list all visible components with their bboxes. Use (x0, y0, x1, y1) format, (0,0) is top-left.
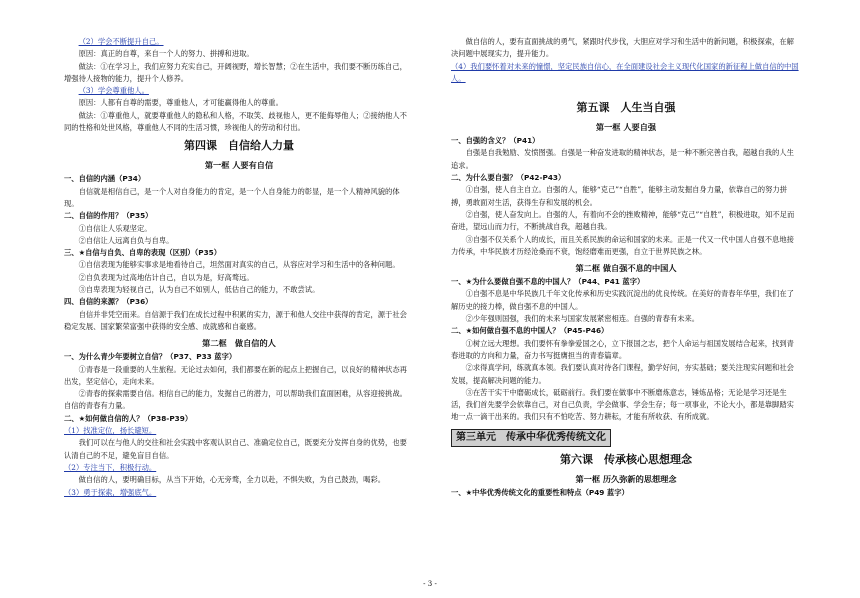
paragraph: 自信并非凭空而来。自信源于我们在成长过程中积累的实力，源于和他人交往中获得的肯定，源于社会稳定发展、国家繁荣富强中获得的安全感、成就感和自豪感。 (64, 309, 407, 331)
unit-title: 第三单元 传承中华优秀传统文化 (451, 429, 611, 447)
paragraph: ③自卑表现为轻视自己，认为自己不如别人，低估自己的能力，不敢尝试。 (78, 285, 320, 295)
paragraph: 做自信的人，要明确目标，从当下开始，心无旁骛，全力以赴，不惧失败，为自己鼓劲，喝彩。 (78, 475, 386, 485)
paragraph: ②自负表现为过高地估计自己，自以为是，好高骛远。 (78, 272, 254, 282)
page-number: - 3 - (423, 580, 437, 588)
paragraph: ②少年强则国强，我们的未来与国家发展紧密相连。自强的青春有未来。 (465, 314, 700, 324)
question-heading: 一、为什么青少年要树立自信？（P37、P33 蓝字） (64, 352, 237, 362)
paragraph: ①自信表现为能够实事求是地看待自己，坦然面对真实的自己，从容应对学习和生活中的各种问题。 (78, 260, 400, 270)
paragraph: ①自强不息是中华民族几千年文化传承和历史实践沉淀出的优良传统。在美好的青春年华里，我们在了解历史的接力棒，做自强不息的中国人。 (451, 289, 794, 311)
paragraph: ①树立远大理想。我们要怀有拳拳爱国之心，立下报国之志，把个人命运与祖国发展结合起来，找到青春进取的方向和力量，奋力书写挺膺担当的青春篇章。 (451, 338, 794, 360)
item-heading: （3）学会尊重他人。 (78, 86, 149, 96)
question-heading: 二、自信的作用？（P35） (64, 211, 153, 221)
paragraph: ②自强，使人奋发向上。自强的人，有着向不会的挫败精神，能够“克己”“自胜”，积极进取，知不足而奋进，望远山而力行，不断挑战自我，超越自我。 (451, 209, 795, 232)
right-column (451, 36, 801, 499)
item-heading: （4）我们要怀着对未来的憧憬，坚定民族自信心，在全面建设社会主义现代化国家的新征程上做自信的中国人。 (451, 61, 799, 83)
section-title: 第二框 做自信的人 (202, 338, 276, 349)
paragraph: 做自信的人，要有直面挑战的勇气，紧跟时代步伐，大胆应对学习和生活中的新问题，积极探索，在解决问题中展现实力，提升能力。 (451, 37, 794, 59)
paragraph: ①自强，使人自主自立。自强的人，能够“克己”“自胜”，能够主动发掘自身力量，依靠自己的努力拼搏，勇敢面对生活，获得生存和发展的机会。 (451, 185, 787, 207)
question-heading: 三、★自信与自负、自卑的表现（区别）（P35） (64, 248, 222, 258)
section-title: 第一框 人要有自信 (204, 160, 274, 171)
item-heading: （2）学会不断提升自己。 (78, 37, 164, 46)
section-title: 第一框 历久弥新的思想理念 (575, 473, 677, 484)
paragraph: 自信就是相信自己，是一个人对自身能力的肯定，是一个人自身能力的彰显，是一个人精神风貌的体现。 (64, 186, 400, 208)
paragraph: ②自信让人远离自负与自卑。 (78, 235, 174, 245)
item-heading: （3）勇于探索，增强底气。 (64, 487, 157, 497)
paragraph: ①自信让人乐观坚定。 (78, 223, 152, 233)
paragraph: ②求得真学问，练就真本领。我们要认真对待各门课程，勤学好问，夯实基础；要关注现实问题和社会发展，提高解决问题的能力。 (451, 363, 794, 385)
question-heading: 一、自强的含义？（P41） (451, 136, 540, 146)
question-heading: 二、★如何做自信的人？（P38-P39） (64, 413, 193, 423)
paragraph: 做法：①在学习上，我们应努力充实自己，开阔视野，增长智慧；②在生活中，我们要不断历练自己，增强待人接物的能力，提升个人修养。 (64, 61, 407, 83)
item-heading: （2）专注当下，积极行动。 (64, 462, 157, 472)
paragraph: 我们可以在与他人的交往和社会实践中客观认识自己、准确定位自己，既要充分发挥自身的优势，也要认清自己的不足，避免盲目自信。 (64, 438, 407, 460)
lesson-title: 第六课 传承核心思想理念 (560, 452, 692, 466)
paragraph: ①青春是一段重要的人生旅程。无论过去如何，我们都要在新的起点上把握自己，以良好的精神状态再出发，坚定信心，走向未来。 (64, 364, 407, 386)
lesson-title: 第四课 自信给人力量 (184, 139, 294, 153)
left-column (64, 36, 414, 499)
paragraph: ③自强不仅关系个人的成长，而且关系民族的命运和国家的未来。正是一代又一代中国人自强不息地接力传承，中华民族才历经沧桑而不衰，饱经磨难而更强，自立于世界民族之林。 (451, 234, 794, 256)
paragraph: 原因：人都有自尊的需要，尊重他人，才可能赢得他人的尊重。 (78, 98, 283, 108)
question-heading: 一、★中华优秀传统文化的重要性和特点（P49 蓝字） (451, 487, 629, 497)
paragraph: ②青春的探索需要自信。相信自己的能力，发掘自己的潜力，可以帮助我们直面困难，从容迎接挑战。自信的青春有力量。 (64, 389, 407, 411)
question-heading: 一、★为什么要做自强不息的中国人？（P44、P41 蓝字） (451, 277, 645, 287)
unit-row (451, 428, 801, 448)
lesson-title: 第五课 人生当自强 (576, 101, 676, 115)
section-title: 第二框 做自强不息的中国人 (575, 263, 677, 274)
item-heading: （1）找准定位，扬长避短。 (64, 426, 157, 436)
paragraph: 原因：真正的自尊，来自一个人的努力、拼搏和进取。 (78, 49, 254, 59)
question-heading: 一、自信的内涵（P34） (64, 174, 146, 184)
paragraph: 做法：①尊重他人，就要尊重他人的隐私和人格，不取笑、歧视他人，更不能侮辱他人；②接纳他人不同的性格和处世风格，尊重他人不同的生活习惯，珍视他人的劳动和付出。 (64, 110, 407, 133)
question-heading: 二、为什么要自强？（P42-P43） (451, 173, 566, 183)
section-title: 第一框 人要自强 (595, 122, 657, 133)
paragraph: ③在苦干实干中磨砺成长，砥砺前行。我们要在做事中不断磨炼意志，锤炼品格；无论是学习还是生活，我们首先要学会依靠自己，对自己负责，学会做事、学会生存；每一项事业，不论大小，都是靠脚踏实地一点一滴干出来的。我们只有不怕吃苦、努力耕耘，才能有所收获、有所成就。 (451, 387, 794, 422)
question-heading: 二、★如何做自强不息的中国人？（P45-P46） (451, 326, 609, 336)
question-heading: 四、自信的来源？（P36） (64, 297, 153, 307)
paragraph: 自强是自我勉励、发愤图强。自强是一种奋发进取的精神状态，是一种不断完善自我，超越自我的人生追求。 (451, 148, 794, 170)
